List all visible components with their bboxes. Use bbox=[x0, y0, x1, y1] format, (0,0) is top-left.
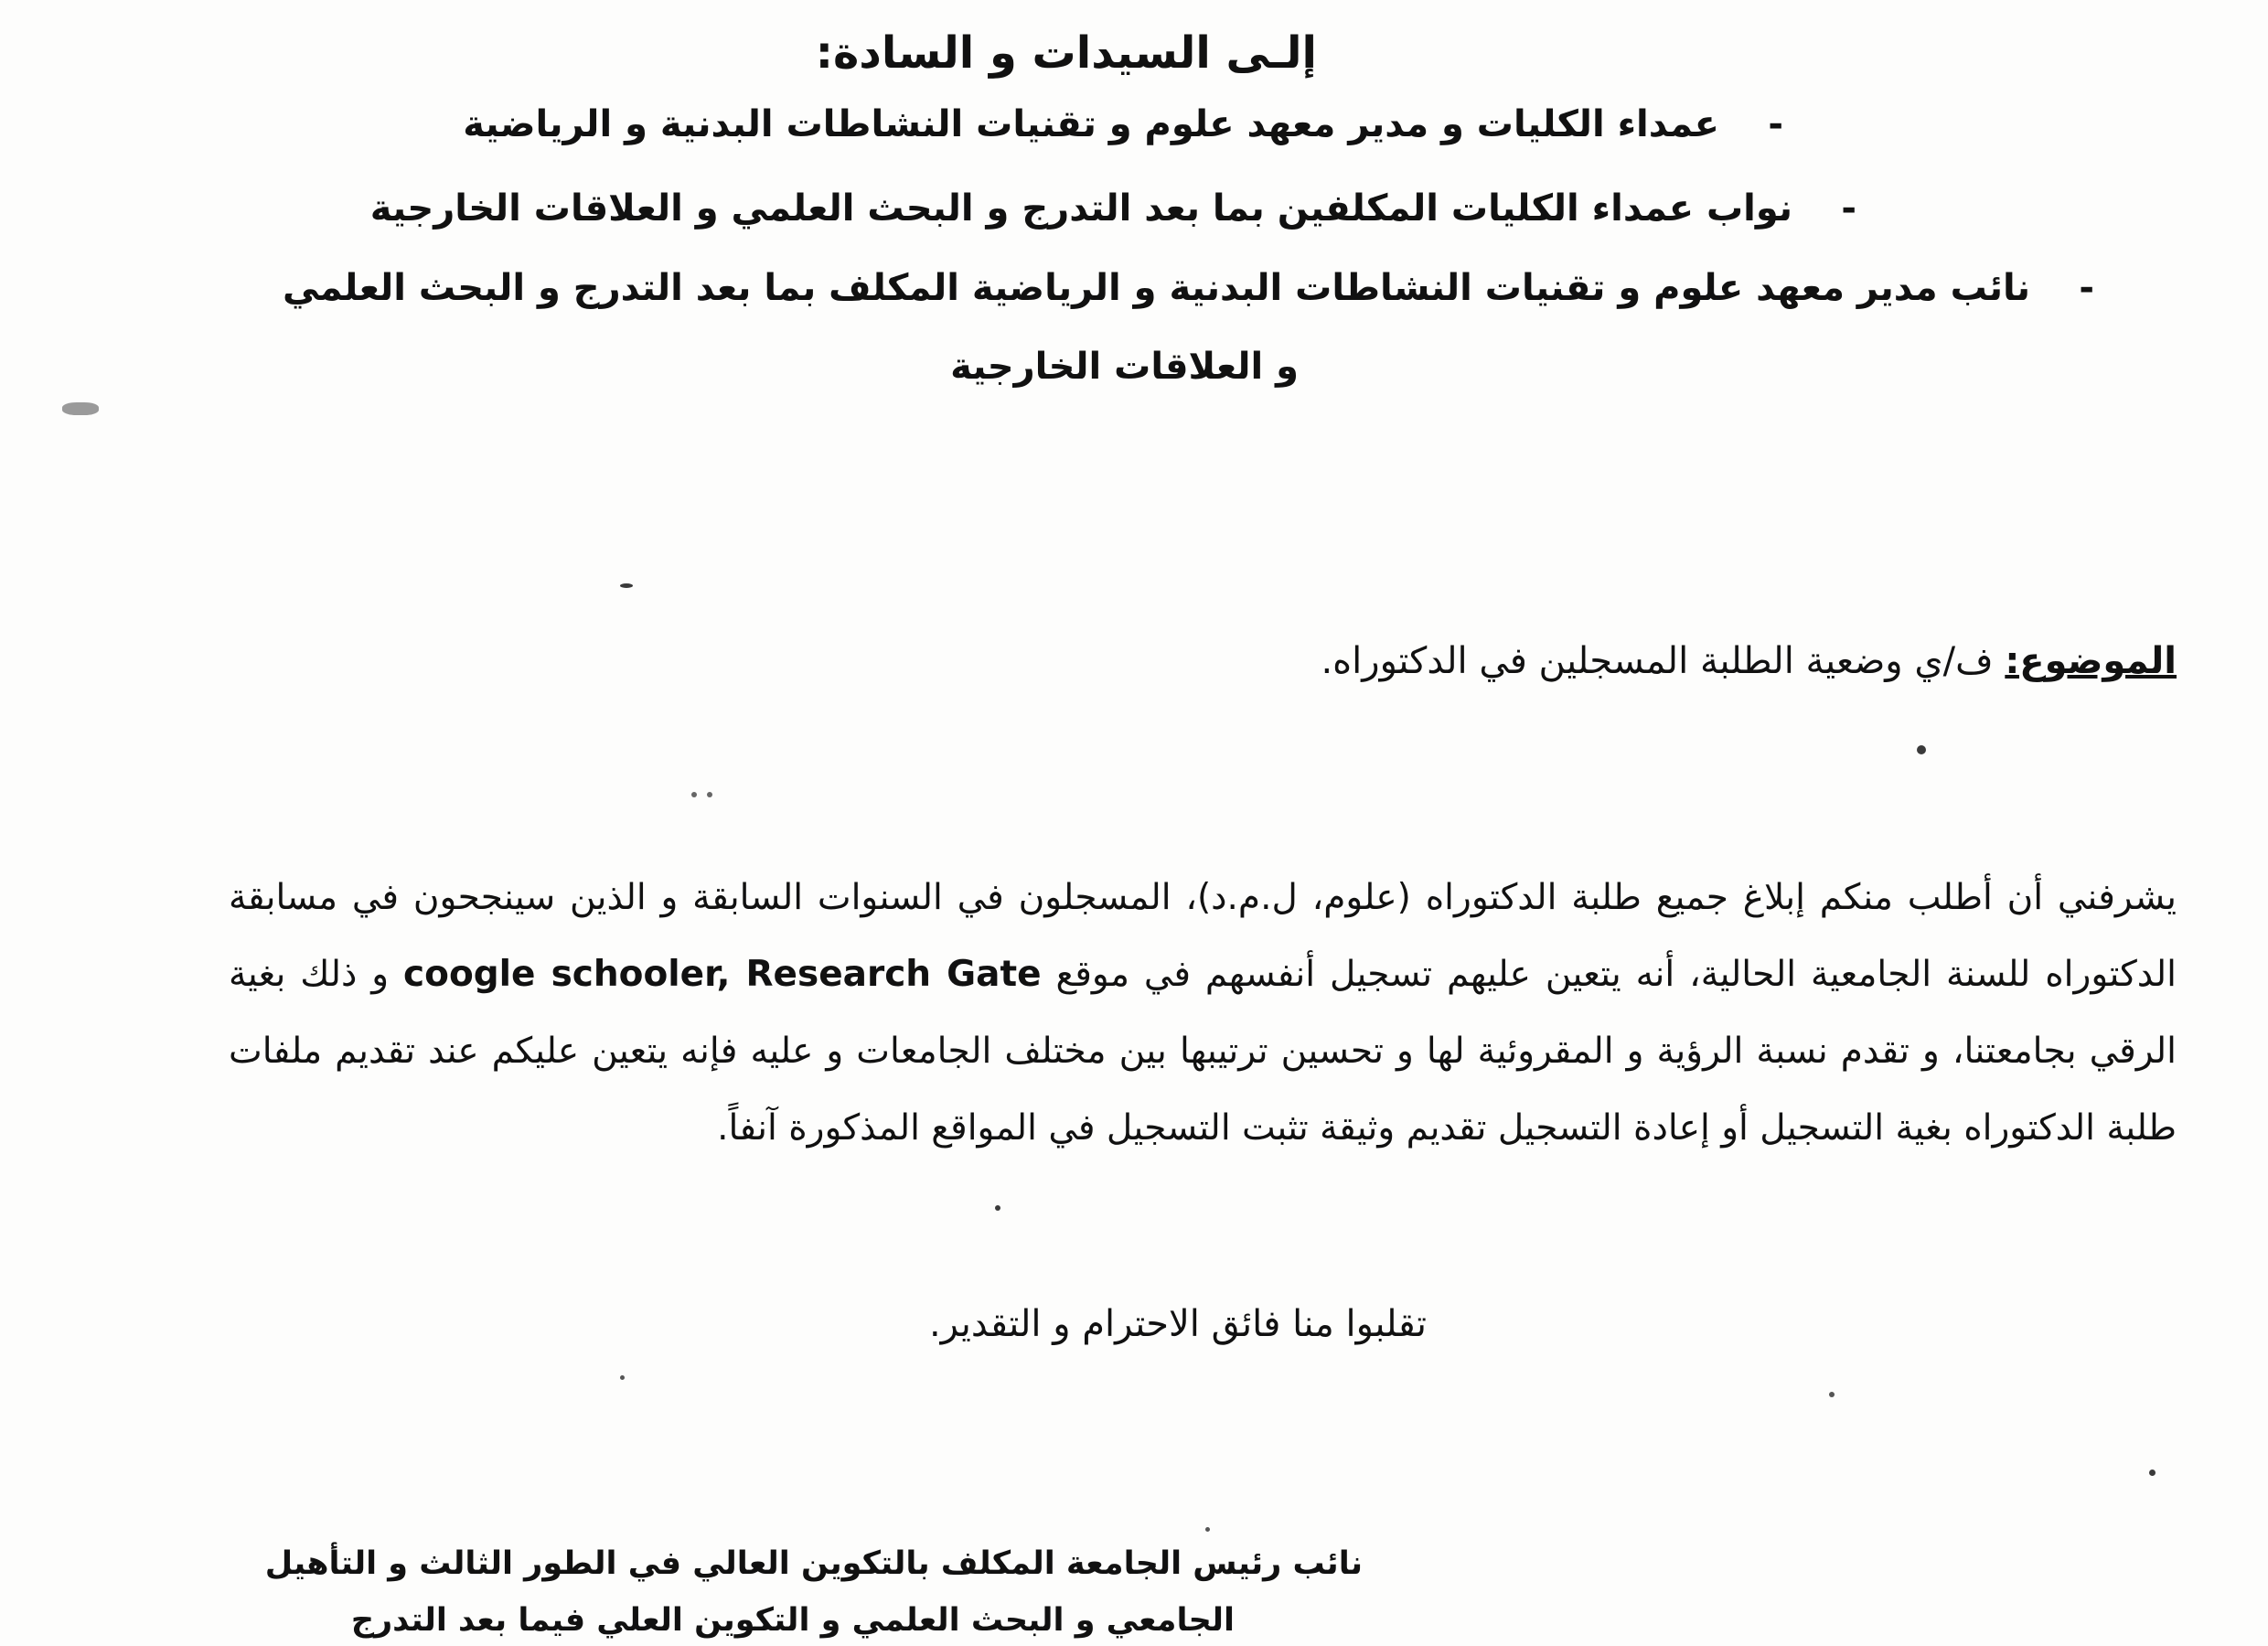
scan-mark bbox=[707, 792, 712, 797]
scan-mark bbox=[1917, 745, 1926, 754]
scan-mark bbox=[620, 1375, 625, 1380]
closing-line: تقلبوا منا فائق الاحترام و التقدير. bbox=[928, 1303, 1427, 1345]
scan-mark bbox=[62, 402, 99, 415]
signature-line-1: نائب رئيس الجامعة المكلف بالتكوين العالي في الطور الثالث و التأهيل bbox=[264, 1545, 1363, 1582]
scan-mark bbox=[2149, 1470, 2156, 1476]
subject-text: ف/ي وضعية الطلبة المسجلين في الدكتوراه. bbox=[1321, 640, 1994, 682]
body-paragraph bbox=[229, 860, 2177, 1167]
recipient-item: نائب مدير معهد علوم و تقنيات النشاطات البدنية و الرياضية المكلف بما بعد التدرج و البحث العلمي bbox=[283, 267, 2030, 309]
subject-line bbox=[1321, 640, 2177, 682]
recipient-bullet: - bbox=[1841, 187, 1856, 230]
scan-mark bbox=[1205, 1527, 1210, 1532]
letter-heading: إلـى السيدات و السادة: bbox=[815, 27, 1317, 79]
body-website-names: coogle schooler, Research Gate bbox=[403, 954, 1042, 995]
scan-mark bbox=[1829, 1392, 1835, 1397]
recipient-item: نواب عمداء الكليات المكلفين بما بعد التدرج و البحث العلمي و العلاقات الخارجية bbox=[369, 187, 1792, 230]
recipient-item: عمداء الكليات و مدير معهد علوم و تقنيات النشاطات البدنية و الرياضية bbox=[463, 103, 1719, 145]
recipient-bullet: - bbox=[2079, 267, 2094, 309]
scan-mark bbox=[620, 583, 633, 588]
scan-mark bbox=[995, 1205, 1000, 1211]
recipient-continuation: و العلاقات الخارجية bbox=[950, 346, 1299, 388]
body-text-part1: يشرفني أن أطلب منكم إبلاغ جميع طلبة الدكتوراه (علوم، ل.م.د)، المسجلون في السنوات السابقة و الذين سينجحون في مسابقة الدكتوراه للسنة الجامعية الحالية، أنه يتعين عليهم تسجيل أنفسهم في موقع bbox=[229, 877, 2177, 995]
signature-line-2: الجامعي و البحث العلمي و التكوين العلي فيما بعد التدرج bbox=[350, 1602, 1235, 1639]
recipient-bullet: - bbox=[1768, 103, 1783, 145]
body-text-part2: و ذلك بغية الرقي بجامعتنا، و تقدم نسبة الرؤية و المقروئية لها و تحسين ترتيبها بين مختلف الجامعات و عليه فإنه يتعين عليكم عند تقديم ملفات طلبة الدكتوراه بغية التسجيل أو إعادة التسجيل تقديم وثيقة تثبت التسجيل في المواقع المذكورة آنفاً. bbox=[229, 954, 2177, 1149]
subject-label: الموضوع: bbox=[2005, 640, 2177, 682]
scan-mark bbox=[691, 792, 697, 797]
